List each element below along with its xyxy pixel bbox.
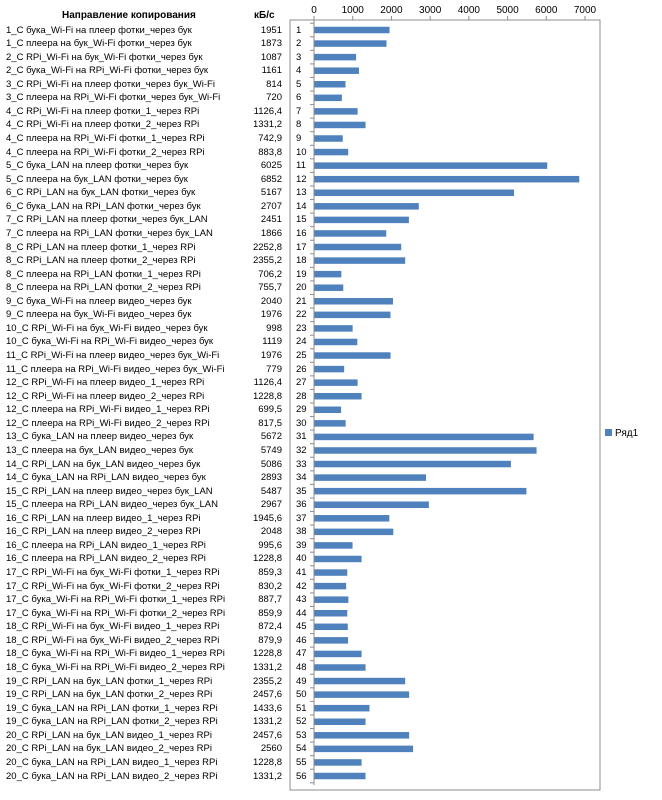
row-label: 1_С бука_Wi-Fi на плеер фотки_через бук <box>6 24 192 36</box>
x-tick-label: 4000 <box>457 5 480 16</box>
bar <box>315 203 419 210</box>
row-value: 1331,2 <box>252 716 282 728</box>
row-index: 33 <box>296 458 307 470</box>
row-index: 21 <box>296 295 307 307</box>
bar <box>315 569 348 576</box>
bar <box>315 583 347 590</box>
row-index: 56 <box>296 770 307 782</box>
row-index: 4 <box>296 65 302 77</box>
bar <box>315 596 349 603</box>
row-value: 2048 <box>260 526 282 538</box>
row-index: 25 <box>296 350 307 362</box>
row-value: 2252,8 <box>252 241 282 253</box>
row-value: 1976 <box>260 350 282 362</box>
row-index: 39 <box>296 539 307 551</box>
row-label: 4_С плеера на RPi_Wi-Fi фотки_2_через RPi <box>6 146 205 158</box>
row-index: 45 <box>296 621 307 633</box>
row-value: 1873 <box>260 38 282 50</box>
row-label: 14_С RPi_LAN на бук_LAN видео_через бук <box>6 458 201 470</box>
bar <box>315 488 527 495</box>
row-value: 1087 <box>260 51 282 63</box>
row-value: 814 <box>266 78 282 90</box>
bar <box>315 515 390 522</box>
row-index: 44 <box>296 607 307 619</box>
row-label: 4_С RPi_Wi-Fi на плеер фотки_1_через RPi <box>6 105 200 117</box>
row-label: 11_С RPi_Wi-Fi на плеер видео_через бук_Wi-Fi <box>6 350 220 362</box>
bar <box>315 81 346 88</box>
row-value: 2451 <box>260 214 282 226</box>
bar <box>315 447 537 454</box>
bar <box>315 556 362 563</box>
row-label: 17_С RPi_Wi-Fi на бук_Wi-Fi фотки_1_через RPi <box>6 567 220 579</box>
row-value: 2457,6 <box>252 689 282 701</box>
row-index: 11 <box>296 160 306 172</box>
bar <box>315 420 346 427</box>
bar <box>315 542 353 549</box>
row-index: 48 <box>296 661 307 673</box>
row-index: 6 <box>296 92 302 104</box>
row-value: 5487 <box>260 485 282 497</box>
bar <box>315 217 409 224</box>
row-label: 12_С плеера на RPi_Wi-Fi видео_2_через RPi <box>6 417 210 429</box>
row-value: 699,5 <box>258 404 282 416</box>
x-tick-label: 5000 <box>496 5 519 16</box>
row-index: 5 <box>296 78 302 90</box>
bar <box>315 135 343 142</box>
bar <box>315 244 402 251</box>
row-index: 16 <box>296 227 307 239</box>
legend-label: Ряд1 <box>615 428 639 439</box>
row-label: 7_С RPi_LAN на плеер фотки_через бук_LAN <box>6 214 208 226</box>
row-index: 14 <box>296 200 307 212</box>
row-label: 13_С плеера на бук_LAN видео_через бук <box>6 444 193 456</box>
row-index: 36 <box>296 499 307 511</box>
row-value: 5672 <box>260 431 282 443</box>
bar <box>315 257 406 264</box>
row-value: 1433,6 <box>252 702 282 714</box>
bar <box>315 298 393 305</box>
row-index: 29 <box>296 404 307 416</box>
row-value: 2893 <box>260 472 282 484</box>
bar <box>315 339 358 346</box>
row-value: 872,4 <box>258 621 282 633</box>
row-value: 6025 <box>260 160 282 172</box>
bar <box>315 67 359 74</box>
row-index: 41 <box>296 567 307 579</box>
row-label: 8_С плеера на RPi_LAN фотки_1_через RPi <box>6 268 201 280</box>
row-value: 2707 <box>260 200 282 212</box>
bar <box>315 108 358 115</box>
row-value: 995,6 <box>258 539 282 551</box>
bar <box>315 149 349 156</box>
row-index: 30 <box>296 417 307 429</box>
row-label: 16_С плеера на RPi_LAN видео_1_через RPi <box>6 539 206 551</box>
row-label: 18_С бука_Wi-Fi на RPi_Wi-Fi видео_2_через RPi <box>6 661 225 673</box>
row-value: 830,2 <box>258 580 282 592</box>
row-index: 2 <box>296 38 302 50</box>
row-value: 1126,4 <box>253 377 282 389</box>
row-label: 18_С бука_Wi-Fi на RPi_Wi-Fi видео_1_через RPi <box>6 648 225 660</box>
row-index: 55 <box>296 756 307 768</box>
row-index: 12 <box>296 173 307 185</box>
bar <box>315 407 342 414</box>
row-index: 13 <box>296 187 307 199</box>
row-label: 2_С бука_Wi-Fi на RPi_Wi-Fi фотки_через бук <box>6 65 209 77</box>
bar <box>315 678 406 685</box>
row-label: 2_С RPi_Wi-Fi на бук_Wi-Fi фотки_через бук <box>6 51 203 63</box>
bar <box>315 461 511 468</box>
row-index: 15 <box>296 214 307 226</box>
bar <box>315 732 410 739</box>
row-label: 5_С бука_LAN на плеер фотки_через бук <box>6 160 189 172</box>
row-label: 9_С плеера на бук_Wi-Fi видео_через бук <box>6 309 192 321</box>
row-index: 26 <box>296 363 307 375</box>
row-label: 20_С бука_LAN на RPi_LAN видео_2_через RPi <box>6 770 218 782</box>
row-value: 6852 <box>260 173 282 185</box>
bar <box>315 54 357 61</box>
row-value: 817,5 <box>258 417 282 429</box>
row-label: 8_С RPi_LAN на плеер фотки_1_через RPi <box>6 241 196 253</box>
x-tick-label: 7000 <box>573 5 597 16</box>
row-label: 6_С бука_LAN на RPi_LAN фотки_через бук <box>6 200 201 212</box>
row-index: 53 <box>296 729 307 741</box>
row-index: 23 <box>296 322 307 334</box>
row-value: 1866 <box>260 227 282 239</box>
row-label: 20_С бука_LAN на RPi_LAN видео_1_через RPi <box>6 756 218 768</box>
row-label: 5_С плеера на бук_LAN фотки_через бук <box>6 173 188 185</box>
row-value: 883,8 <box>258 146 282 158</box>
row-value: 755,7 <box>258 282 282 294</box>
row-label: 19_С RPi_LAN на бук_LAN фотки_2_через RPi <box>6 689 213 701</box>
row-index: 10 <box>296 146 307 158</box>
row-value: 1331,2 <box>252 770 282 782</box>
row-index: 28 <box>296 390 307 402</box>
header-direction: Направление копирования <box>62 10 196 21</box>
row-label: 19_С бука_LAN на RPi_LAN фотки_2_через RPi <box>6 716 218 728</box>
bar <box>315 610 348 617</box>
bar <box>315 352 391 359</box>
row-label: 17_С бука_Wi-Fi на RPi_Wi-Fi фотки_1_через RPi <box>6 594 226 606</box>
header-unit: кБ/с <box>254 10 275 21</box>
row-value: 1331,2 <box>252 119 282 131</box>
bar <box>315 366 345 373</box>
bar <box>315 379 358 386</box>
bar <box>315 162 548 169</box>
row-label: 20_С RPi_LAN на бук_LAN видео_2_через RPi <box>6 743 212 755</box>
bar <box>315 325 353 332</box>
row-value: 859,3 <box>258 567 282 579</box>
bar <box>315 27 390 34</box>
bar <box>315 190 515 197</box>
bar <box>315 759 362 766</box>
bar <box>315 664 366 671</box>
row-value: 879,9 <box>258 634 282 646</box>
row-index: 27 <box>296 377 307 389</box>
legend-swatch <box>605 429 612 436</box>
row-label: 4_С RPi_Wi-Fi на плеер фотки_2_через RPi <box>6 119 200 131</box>
bar <box>315 637 349 644</box>
bar <box>315 651 362 658</box>
row-value: 779 <box>266 363 282 375</box>
row-label: 18_С RPi_Wi-Fi на бук_Wi-Fi видео_1_через RPi <box>6 621 220 633</box>
row-value: 2457,6 <box>252 729 282 741</box>
row-label: 19_С RPi_LAN на бук_LAN фотки_1_через RPi <box>6 675 213 687</box>
row-index: 34 <box>296 472 307 484</box>
bar <box>315 393 362 400</box>
x-tick-label: 0 <box>311 5 317 16</box>
bar <box>315 705 370 712</box>
row-index: 17 <box>296 241 307 253</box>
row-index: 50 <box>296 689 307 701</box>
row-index: 40 <box>296 553 307 565</box>
row-value: 2040 <box>260 295 282 307</box>
row-index: 7 <box>296 105 302 117</box>
row-value: 5749 <box>260 444 282 456</box>
row-value: 1161 <box>261 65 282 77</box>
row-index: 52 <box>296 716 307 728</box>
row-value: 720 <box>266 92 282 104</box>
row-label: 3_С RPi_Wi-Fi на плеер фотки_через бук_Wi-Fi <box>6 78 215 90</box>
row-value: 1228,8 <box>252 390 282 402</box>
row-value: 706,2 <box>258 268 282 280</box>
row-value: 1976 <box>260 309 282 321</box>
bar <box>315 271 342 278</box>
row-value: 1331,2 <box>252 661 282 673</box>
row-value: 1228,8 <box>252 756 282 768</box>
row-index: 9 <box>296 133 302 144</box>
row-value: 2560 <box>260 743 282 755</box>
row-index: 3 <box>296 51 302 63</box>
bar <box>315 95 342 102</box>
row-value: 2355,2 <box>252 255 282 267</box>
row-index: 43 <box>296 594 307 606</box>
x-tick-label: 6000 <box>535 5 558 16</box>
row-label: 10_С бука_Wi-Fi на RPi_Wi-Fi видео_через бук <box>6 336 214 348</box>
row-value: 1126,4 <box>253 105 282 117</box>
row-value: 5086 <box>260 458 282 470</box>
bar <box>315 284 344 291</box>
bar <box>315 122 366 129</box>
row-index: 38 <box>296 526 307 538</box>
row-label: 15_С RPi_LAN на плеер видео_через бук_LAN <box>6 485 213 497</box>
row-label: 9_С бука_Wi-Fi на плеер видео_через бук <box>6 295 192 307</box>
row-label: 12_С плеера на RPi_Wi-Fi видео_1_через RPi <box>6 404 210 416</box>
row-value: 1228,8 <box>252 553 282 565</box>
row-value: 1951 <box>260 24 282 36</box>
bar <box>315 773 366 780</box>
row-value: 998 <box>266 322 282 334</box>
bar <box>315 719 366 726</box>
bar <box>315 624 348 631</box>
row-index: 31 <box>296 431 307 443</box>
row-label: 16_С RPi_LAN на плеер видео_1_через RPi <box>6 512 201 524</box>
row-index: 1 <box>296 24 302 36</box>
bar <box>315 501 429 508</box>
row-label: 8_С RPi_LAN на плеер фотки_2_через RPi <box>6 255 196 267</box>
row-label: 11_С плеера на RPi_Wi-Fi видео_через бук_Wi-Fi <box>6 363 225 375</box>
row-index: 8 <box>296 119 302 131</box>
row-label: 15_С плеера на RPi_LAN видео_через бук_LAN <box>6 499 218 511</box>
row-index: 18 <box>296 255 307 267</box>
bar <box>315 176 580 183</box>
row-index: 51 <box>296 702 307 714</box>
row-label: 10_С RPi_Wi-Fi на бук_Wi-Fi видео_через бук <box>6 322 208 334</box>
row-index: 54 <box>296 743 307 755</box>
row-value: 1945,6 <box>252 512 282 524</box>
row-index: 35 <box>296 485 307 497</box>
row-index: 19 <box>296 268 307 280</box>
row-label: 1_С плеера на бук_Wi-Fi фотки_через бук <box>6 38 192 50</box>
row-value: 1228,8 <box>252 648 282 660</box>
row-value: 859,9 <box>258 607 282 619</box>
row-label: 20_С RPi_LAN на бук_LAN видео_1_через RPi <box>6 729 212 741</box>
row-label: 6_С RPi_LAN на бук_LAN фотки_через бук <box>6 187 196 199</box>
row-index: 47 <box>296 648 307 660</box>
row-label: 8_С плеера на RPi_LAN фотки_2_через RPi <box>6 282 201 294</box>
row-index: 46 <box>296 634 307 646</box>
row-label: 4_С плеера на RPi_Wi-Fi фотки_1_через RPi <box>6 133 205 144</box>
bar <box>315 691 410 698</box>
bar <box>315 230 387 237</box>
bar <box>315 434 534 441</box>
row-value: 2967 <box>260 499 282 511</box>
row-index: 49 <box>296 675 307 687</box>
row-label: 17_С бука_Wi-Fi на RPi_Wi-Fi фотки_2_через RPi <box>6 607 226 619</box>
row-index: 20 <box>296 282 307 294</box>
row-label: 19_С бука_LAN на RPi_LAN фотки_1_через RPi <box>6 702 218 714</box>
row-value: 2355,2 <box>252 675 282 687</box>
row-label: 16_С RPi_LAN на плеер видео_2_через RPi <box>6 526 201 538</box>
bar <box>315 529 394 536</box>
x-tick-label: 3000 <box>419 5 442 16</box>
row-value: 887,7 <box>258 594 282 606</box>
row-label: 13_С бука_LAN на плеер видео_через бук <box>6 431 194 443</box>
row-label: 7_С плеера на RPi_LAN фотки_через бук_LAN <box>6 227 213 239</box>
row-label: 12_С RPi_Wi-Fi на плеер видео_2_через RPi <box>6 390 205 402</box>
row-value: 1119 <box>262 336 282 348</box>
row-label: 17_С RPi_Wi-Fi на бук_Wi-Fi фотки_2_через RPi <box>6 580 220 592</box>
bar <box>315 746 414 753</box>
row-index: 37 <box>296 512 307 524</box>
row-value: 742,9 <box>258 133 282 144</box>
bar <box>315 474 427 481</box>
x-tick-label: 2000 <box>380 5 403 16</box>
x-tick-label: 1000 <box>341 5 364 16</box>
row-label: 12_С RPi_Wi-Fi на плеер видео_1_через RPi <box>6 377 205 389</box>
bar <box>315 312 391 319</box>
row-index: 32 <box>296 444 307 456</box>
row-index: 42 <box>296 580 307 592</box>
row-value: 5167 <box>260 187 282 199</box>
bar <box>315 40 387 47</box>
row-label: 14_С бука_LAN на RPi_LAN видео_через бук <box>6 472 206 484</box>
row-label: 16_С плеера на RPi_LAN видео_2_через RPi <box>6 553 206 565</box>
row-label: 18_С RPi_Wi-Fi на бук_Wi-Fi видео_2_через RPi <box>6 634 220 646</box>
row-label: 3_С плеера на RPi_Wi-Fi фотки_через бук_Wi-Fi <box>6 92 221 104</box>
row-index: 24 <box>296 336 307 348</box>
row-index: 22 <box>296 309 307 321</box>
